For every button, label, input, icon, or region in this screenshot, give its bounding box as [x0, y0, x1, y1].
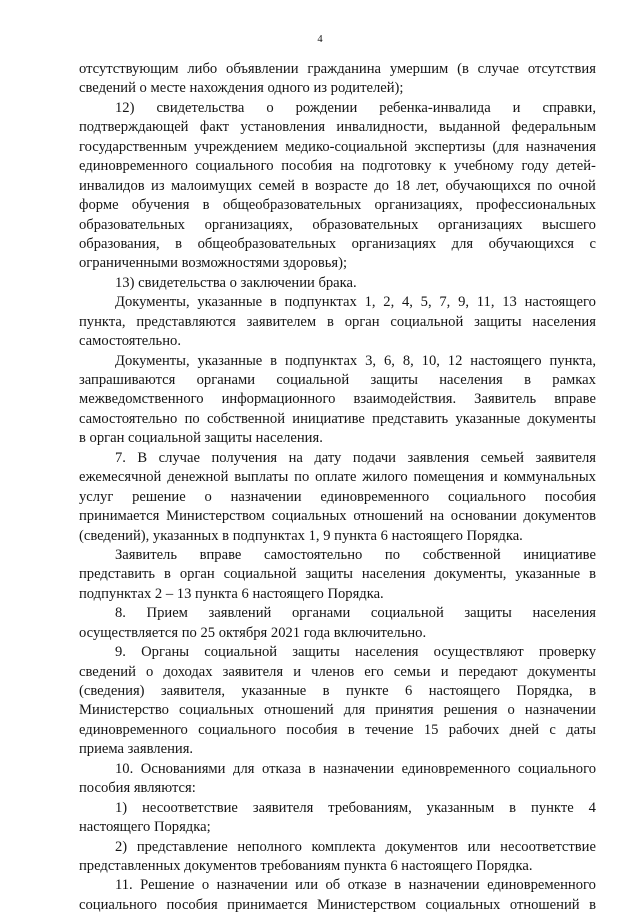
text-line: 10. Основаниями для отказа в назначении единовременного социального [115, 760, 596, 777]
paragraph-item-7 [79, 449, 596, 546]
text-line: 9. Органы социальной защиты населения осуществляют проверку [115, 644, 596, 661]
paragraph-item-9 [79, 643, 596, 760]
paragraph-item-10-2 [79, 838, 596, 877]
text-line: 2) представление неполного комплекта документов или несоответствие [115, 838, 596, 855]
paragraph-p-continuation [79, 60, 596, 99]
text-line: 8. Прием заявлений органами социальной защиты населения [115, 605, 596, 622]
text-line: форме обучения в общеобразовательных организациях, профессиональных [79, 197, 596, 214]
page-number: 4 [317, 34, 323, 45]
text-line: сведений о доходах заявителя и членов его семьи и передают документы [79, 663, 596, 680]
paragraph-item-11 [79, 876, 596, 915]
text-line: образования, в общеобразовательных организациях для обучающихся с [79, 235, 596, 252]
text-line: самостоятельно. [79, 333, 181, 350]
text-line: единовременного социального пособия на подготовку к учебному году детей- [79, 158, 596, 175]
paragraph-item-13 [79, 274, 596, 293]
text-line: самостоятельно по собственной инициативе представить указанные документы [79, 410, 596, 427]
text-line: отсутствующим либо объявлении гражданина умершим (в случае отсутствия [79, 61, 596, 77]
text-line: ежемесячной денежной выплаты по оплате жилого помещения и коммунальных [79, 469, 596, 486]
text-line: пункта, представляются заявителем в орган социальной защиты населения [79, 313, 596, 330]
text-line: приема заявления. [79, 741, 194, 758]
text-line: Документы, указанные в подпунктах 3, 6, 8, 10, 12 настоящего пункта, [115, 352, 596, 369]
paragraph-p-docs-applicant [79, 293, 596, 351]
paragraph-p-applicant-right [79, 546, 596, 604]
document-body [79, 60, 596, 915]
text-line: ограниченными возможностями здоровья); [79, 255, 348, 272]
text-line: принимается Министерством социальных отношений на основании документов [79, 508, 596, 525]
text-line: осуществляется по 25 октября 2021 года включительно. [79, 624, 427, 641]
text-line: запрашиваются органами социальной защиты населения в рамках [79, 372, 596, 388]
paragraph-item-8 [79, 604, 596, 643]
text-line: подпунктах 2 – 13 пункта 6 настоящего Порядка. [79, 585, 384, 602]
paragraph-item-10-1 [79, 799, 596, 838]
text-line: подтверждающей факт установления инвалидности, выданной федеральным [79, 119, 596, 136]
text-line: 11. Решение о назначении или об отказе в назначении единовременного [115, 877, 596, 894]
text-line: представить в орган социальной защиты населения документы, указанные в [79, 566, 596, 583]
text-line: пособия являются: [79, 780, 196, 797]
text-line: государственным учреждением медико-социальной экспертизы (для назначения [79, 138, 596, 155]
text-line: 13) свидетельства о заключении брака. [115, 274, 357, 291]
text-line: единовременного социального пособия в течение 15 рабочих дней с даты [79, 721, 596, 738]
text-line: межведомственного информационного взаимодействия. Заявитель вправе [79, 391, 596, 408]
paragraph-p-docs-requested [79, 352, 596, 449]
text-line: 7. В случае получения на дату подачи заявления семьей заявителя [115, 449, 596, 466]
text-line: услуг решение о назначении единовременного социального пособия [79, 488, 596, 505]
text-line: социального пособия принимается Министерством социальных отношений в [79, 896, 596, 913]
text-line: представленных документов требованиям пункта 6 настоящего Порядка. [79, 857, 533, 874]
text-line: Заявитель вправе самостоятельно по собственной инициативе [115, 546, 596, 563]
paragraph-item-12 [79, 99, 596, 274]
text-line: Министерство социальных отношений для принятия решения о назначении [79, 702, 596, 719]
text-line: настоящего Порядка; [79, 819, 211, 836]
text-line: Документы, указанные в подпунктах 1, 2, 4, 5, 7, 9, 11, 13 настоящего [115, 294, 596, 311]
text-line: 12) свидетельства о рождении ребенка-инвалида и справки, [115, 99, 596, 116]
text-line: (сведения) заявителя, указанные в пункте 6 настоящего Порядка, в [79, 683, 596, 699]
paragraph-item-10 [79, 760, 596, 799]
text-line: образовательных организациях, образовательных организациях высшего [79, 216, 596, 233]
text-line: 1) несоответствие заявителя требованиям, указанным в пункте 4 [115, 799, 596, 816]
text-line: инвалидов из малоимущих семей в возрасте до 18 лет, обучающихся по очной [79, 177, 596, 194]
text-line: сведений о месте нахождения одного из родителей); [79, 80, 404, 97]
text-line: в орган социальной защиты населения. [79, 430, 323, 447]
text-line: (сведений), указанных в подпунктах 1, 9 пункта 6 настоящего Порядка. [79, 527, 523, 544]
